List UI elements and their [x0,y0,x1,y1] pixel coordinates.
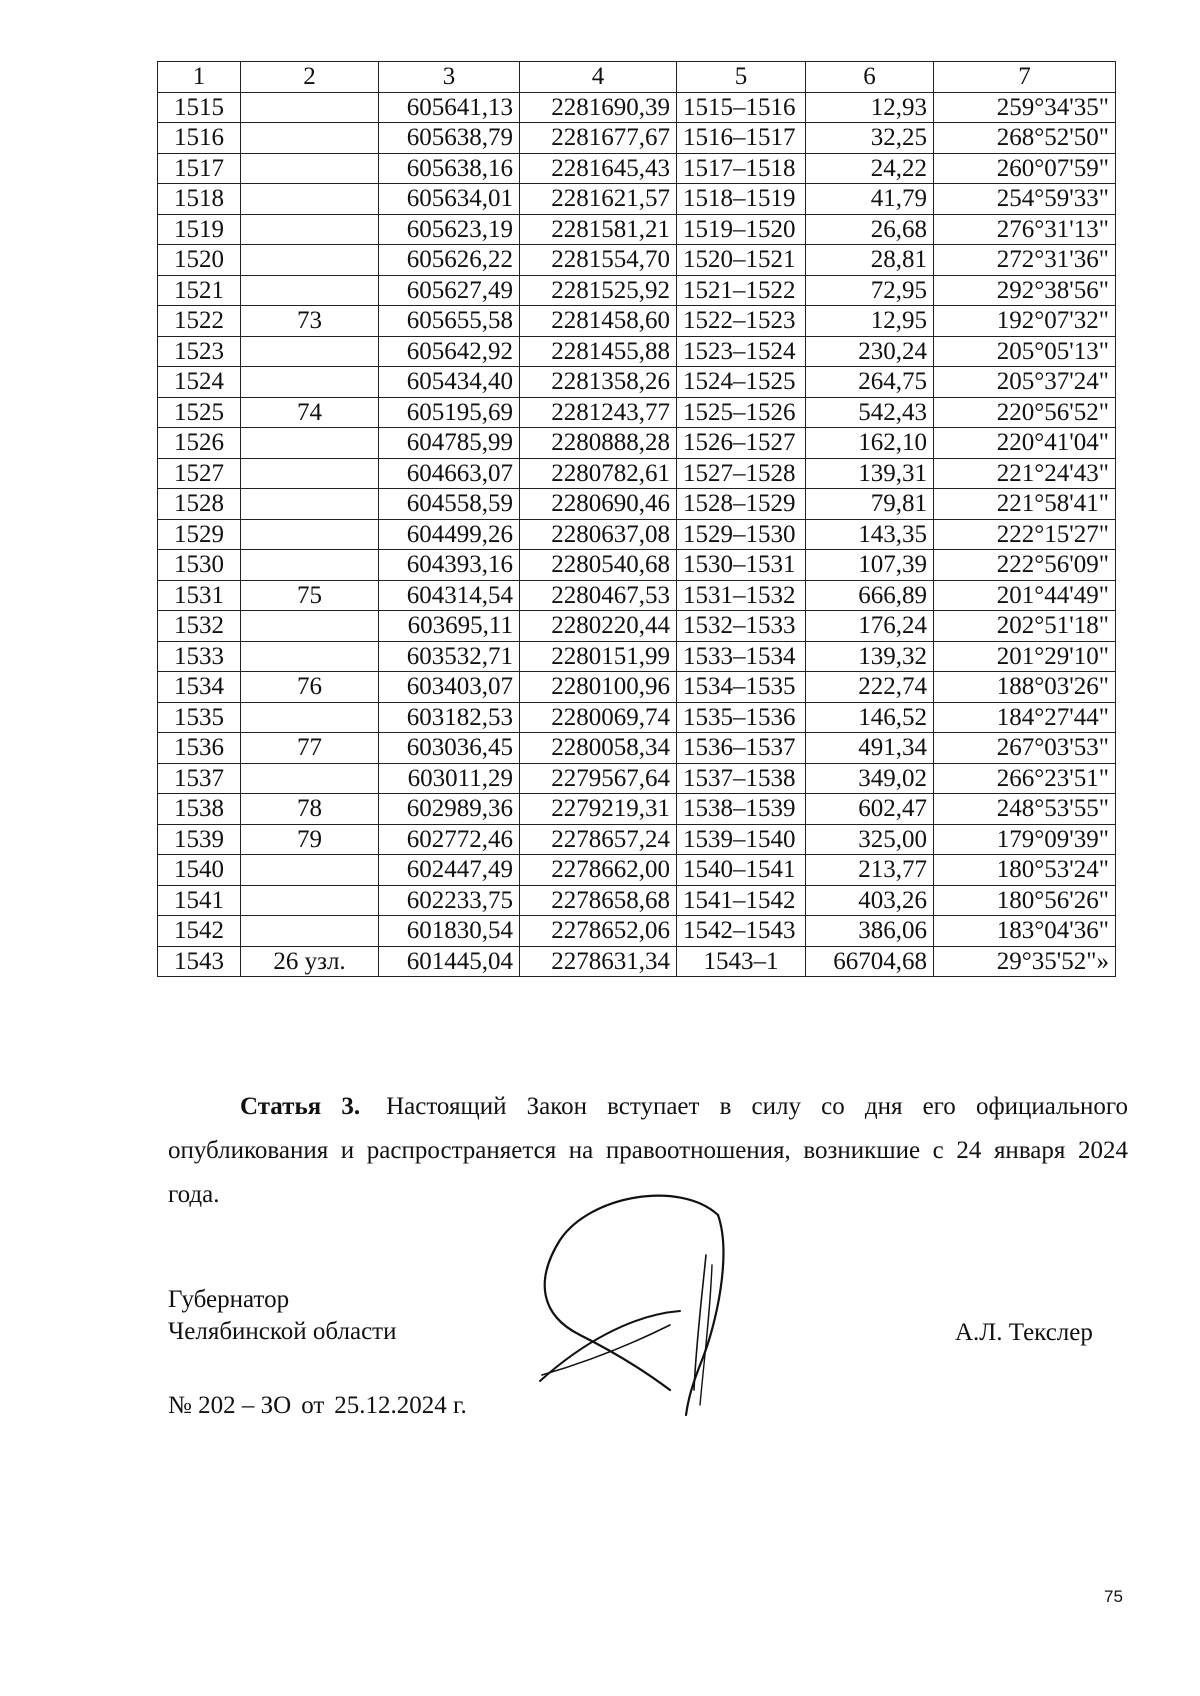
point-number: 1541 [158,885,241,916]
segment-length: 107,39 [806,550,934,581]
coordinate-x: 605642,92 [379,336,520,367]
table-body [158,92,1116,977]
coordinates-table [157,61,1116,977]
coordinate-x: 601445,04 [379,946,520,977]
point-number: 1535 [158,702,241,733]
direction-angle: 29°35'52"» [934,946,1116,977]
coordinate-x: 603011,29 [379,763,520,794]
segment: 1532–1533 [677,611,806,642]
node-number [241,214,379,245]
node-number: 74 [241,397,379,428]
coordinate-x: 602989,36 [379,794,520,825]
law-date: 25.12.2024 г. [334,1392,467,1419]
column-header: 1 [158,62,241,93]
point-number: 1534 [158,672,241,703]
segment: 1525–1526 [677,397,806,428]
coordinate-x: 603695,11 [379,611,520,642]
point-number: 1536 [158,733,241,764]
node-number: 79 [241,824,379,855]
segment-length: 542,43 [806,397,934,428]
direction-angle: 184°27'44" [934,702,1116,733]
coordinate-y: 2279219,31 [520,794,677,825]
segment: 1528–1529 [677,489,806,520]
column-header: 4 [520,62,677,93]
segment: 1541–1542 [677,885,806,916]
segment-length: 162,10 [806,428,934,459]
segment: 1542–1543 [677,916,806,947]
node-number [241,855,379,886]
node-number [241,550,379,581]
law-date-prefix: от [301,1392,325,1419]
point-number: 1530 [158,550,241,581]
node-number [241,123,379,154]
node-number: 77 [241,733,379,764]
direction-angle: 276°31'13" [934,214,1116,245]
segment: 1536–1537 [677,733,806,764]
table-row [158,245,1116,276]
table-row [158,580,1116,611]
coordinate-y: 2281645,43 [520,153,677,184]
direction-angle: 260°07'59" [934,153,1116,184]
node-number: 78 [241,794,379,825]
segment: 1539–1540 [677,824,806,855]
segment: 1540–1541 [677,855,806,886]
coordinate-x: 602447,49 [379,855,520,886]
direction-angle: 267°03'53" [934,733,1116,764]
point-number: 1529 [158,519,241,550]
point-number: 1516 [158,123,241,154]
segment: 1535–1536 [677,702,806,733]
column-header: 6 [806,62,934,93]
column-header: 7 [934,62,1116,93]
coordinate-y: 2278662,00 [520,855,677,886]
segment-length: 143,35 [806,519,934,550]
segment: 1526–1527 [677,428,806,459]
table-row [158,916,1116,947]
table-row [158,641,1116,672]
signatory-title-line: Челябинской области [168,1318,397,1345]
handwritten-signature [520,1185,740,1425]
table-row [158,92,1116,123]
coordinate-x: 604314,54 [379,580,520,611]
direction-angle: 259°34'35" [934,92,1116,123]
segment-length: 26,68 [806,214,934,245]
table-row [158,184,1116,215]
direction-angle: 272°31'36" [934,245,1116,276]
coordinate-y: 2280540,68 [520,550,677,581]
law-number-value: № 202 – ЗО [168,1392,292,1419]
coordinate-x: 605626,22 [379,245,520,276]
article-label: Статья 3. [240,1093,361,1120]
coordinate-y: 2281690,39 [520,92,677,123]
point-number: 1533 [158,641,241,672]
table-row [158,946,1116,977]
point-number: 1515 [158,92,241,123]
direction-angle: 222°15'27" [934,519,1116,550]
point-number: 1525 [158,397,241,428]
point-number: 1543 [158,946,241,977]
table-row [158,885,1116,916]
coordinate-x: 604558,59 [379,489,520,520]
node-number [241,275,379,306]
point-number: 1539 [158,824,241,855]
point-number: 1527 [158,458,241,489]
segment: 1518–1519 [677,184,806,215]
coordinate-x: 604785,99 [379,428,520,459]
coordinate-x: 603532,71 [379,641,520,672]
coordinate-y: 2281621,57 [520,184,677,215]
coordinate-y: 2280888,28 [520,428,677,459]
table-row [158,153,1116,184]
coordinate-x: 602233,75 [379,885,520,916]
coordinate-y: 2280782,61 [520,458,677,489]
coordinate-x: 605623,19 [379,214,520,245]
table-row [158,367,1116,398]
segment-length: 28,81 [806,245,934,276]
point-number: 1542 [158,916,241,947]
node-number [241,428,379,459]
table-row [158,611,1116,642]
direction-angle: 205°37'24" [934,367,1116,398]
direction-angle: 180°53'24" [934,855,1116,886]
point-number: 1521 [158,275,241,306]
point-number: 1531 [158,580,241,611]
node-number [241,184,379,215]
direction-angle: 180°56'26" [934,885,1116,916]
node-number [241,885,379,916]
node-number [241,458,379,489]
node-number [241,702,379,733]
segment: 1522–1523 [677,306,806,337]
signatory-title-line: Губернатор [168,1286,290,1313]
segment: 1523–1524 [677,336,806,367]
segment-length: 222,74 [806,672,934,703]
coordinate-x: 602772,46 [379,824,520,855]
coordinate-y: 2280690,46 [520,489,677,520]
coordinate-y: 2278652,06 [520,916,677,947]
node-number [241,336,379,367]
node-number [241,245,379,276]
direction-angle: 254°59'33" [934,184,1116,215]
node-number [241,611,379,642]
page-number: 75 [1104,1587,1123,1606]
table-row [158,550,1116,581]
segment-length: 491,34 [806,733,934,764]
direction-angle: 183°04'36" [934,916,1116,947]
segment: 1537–1538 [677,763,806,794]
coordinate-x: 601830,54 [379,916,520,947]
coordinate-x: 605434,40 [379,367,520,398]
node-number [241,489,379,520]
segment-length: 146,52 [806,702,934,733]
segment-length: 213,77 [806,855,934,886]
direction-angle: 202°51'18" [934,611,1116,642]
coordinate-x: 603403,07 [379,672,520,703]
node-number [241,641,379,672]
direction-angle: 201°29'10" [934,641,1116,672]
table-header-row [158,62,1116,93]
coordinate-y: 2281554,70 [520,245,677,276]
direction-angle: 201°44'49" [934,580,1116,611]
segment-length: 230,24 [806,336,934,367]
direction-angle: 268°52'50" [934,123,1116,154]
node-number: 76 [241,672,379,703]
node-number [241,916,379,947]
coordinate-x: 603036,45 [379,733,520,764]
segment-length: 32,25 [806,123,934,154]
segment-length: 602,47 [806,794,934,825]
point-number: 1538 [158,794,241,825]
coordinate-x: 605638,16 [379,153,520,184]
coordinate-y: 2281677,67 [520,123,677,154]
coordinate-x: 605641,13 [379,92,520,123]
segment: 1521–1522 [677,275,806,306]
segment-length: 666,89 [806,580,934,611]
direction-angle: 205°05'13" [934,336,1116,367]
point-number: 1518 [158,184,241,215]
direction-angle: 221°24'43" [934,458,1116,489]
coordinate-y: 2278631,34 [520,946,677,977]
segment: 1519–1520 [677,214,806,245]
segment-length: 325,00 [806,824,934,855]
point-number: 1526 [158,428,241,459]
segment: 1527–1528 [677,458,806,489]
node-number [241,92,379,123]
point-number: 1522 [158,306,241,337]
coordinate-y: 2281358,26 [520,367,677,398]
table-row [158,428,1116,459]
table-row [158,733,1116,764]
coordinate-y: 2280058,34 [520,733,677,764]
direction-angle: 292°38'56" [934,275,1116,306]
point-number: 1532 [158,611,241,642]
table-row [158,489,1116,520]
table-row [158,306,1116,337]
point-number: 1519 [158,214,241,245]
coordinate-y: 2281243,77 [520,397,677,428]
segment-length: 139,31 [806,458,934,489]
table-row [158,275,1116,306]
coordinate-y: 2281455,88 [520,336,677,367]
table-row [158,855,1116,886]
coordinate-x: 604393,16 [379,550,520,581]
segment-length: 403,26 [806,885,934,916]
segment-length: 79,81 [806,489,934,520]
point-number: 1517 [158,153,241,184]
point-number: 1524 [158,367,241,398]
coordinate-y: 2279567,64 [520,763,677,794]
coordinate-x: 605634,01 [379,184,520,215]
signatory-title [168,1284,396,1348]
node-number [241,519,379,550]
segment-length: 66704,68 [806,946,934,977]
node-number [241,367,379,398]
point-number: 1520 [158,245,241,276]
coordinate-y: 2280220,44 [520,611,677,642]
table-row [158,824,1116,855]
column-header: 2 [241,62,379,93]
coordinate-y: 2280069,74 [520,702,677,733]
segment-length: 12,93 [806,92,934,123]
table-row [158,672,1116,703]
column-header: 3 [379,62,520,93]
segment-length: 41,79 [806,184,934,215]
coordinate-x: 604663,07 [379,458,520,489]
segment-length: 176,24 [806,611,934,642]
coordinate-x: 605195,69 [379,397,520,428]
coordinate-x: 605627,49 [379,275,520,306]
direction-angle: 248°53'55" [934,794,1116,825]
segment: 1531–1532 [677,580,806,611]
direction-angle: 222°56'09" [934,550,1116,581]
direction-angle: 192°07'32" [934,306,1116,337]
node-number: 73 [241,306,379,337]
direction-angle: 220°56'52" [934,397,1116,428]
segment-length: 349,02 [806,763,934,794]
point-number: 1528 [158,489,241,520]
coordinate-y: 2280100,96 [520,672,677,703]
segment: 1517–1518 [677,153,806,184]
article-text: Настоящий Закон вступает в силу со дня его официального опубликования и распространяется на правоотношения, возникшие с 24 января 2024 года. [168,1093,1128,1208]
segment-length: 12,95 [806,306,934,337]
point-number: 1540 [158,855,241,886]
signatory-name: А.Л. Текслер [955,1319,1093,1346]
node-number [241,763,379,794]
coordinate-y: 2280467,53 [520,580,677,611]
table-row [158,519,1116,550]
coordinate-y: 2280151,99 [520,641,677,672]
coordinate-x: 605655,58 [379,306,520,337]
segment-length: 139,32 [806,641,934,672]
segment: 1524–1525 [677,367,806,398]
segment: 1530–1531 [677,550,806,581]
segment: 1516–1517 [677,123,806,154]
coordinate-x: 605638,79 [379,123,520,154]
segment: 1534–1535 [677,672,806,703]
direction-angle: 266°23'51" [934,763,1116,794]
table-row [158,214,1116,245]
point-number: 1523 [158,336,241,367]
segment: 1543–1 [677,946,806,977]
coordinate-y: 2281525,92 [520,275,677,306]
segment-length: 264,75 [806,367,934,398]
segment: 1529–1530 [677,519,806,550]
coordinate-y: 2278658,68 [520,885,677,916]
table-row [158,458,1116,489]
segment-length: 386,06 [806,916,934,947]
node-number [241,153,379,184]
table-row [158,763,1116,794]
table-row [158,702,1116,733]
table-row [158,336,1116,367]
coordinate-y: 2281458,60 [520,306,677,337]
column-header: 5 [677,62,806,93]
point-number: 1537 [158,763,241,794]
segment: 1538–1539 [677,794,806,825]
node-number: 75 [241,580,379,611]
segment: 1515–1516 [677,92,806,123]
table-row [158,397,1116,428]
segment: 1520–1521 [677,245,806,276]
direction-angle: 179°09'39" [934,824,1116,855]
coordinate-x: 603182,53 [379,702,520,733]
coordinate-x: 604499,26 [379,519,520,550]
node-number: 26 узл. [241,946,379,977]
segment: 1533–1534 [677,641,806,672]
table-row [158,794,1116,825]
coordinate-y: 2280637,08 [520,519,677,550]
direction-angle: 220°41'04" [934,428,1116,459]
table-row [158,123,1116,154]
law-number [168,1392,467,1420]
direction-angle: 188°03'26" [934,672,1116,703]
coordinate-y: 2281581,21 [520,214,677,245]
segment-length: 24,22 [806,153,934,184]
coordinate-y: 2278657,24 [520,824,677,855]
segment-length: 72,95 [806,275,934,306]
direction-angle: 221°58'41" [934,489,1116,520]
